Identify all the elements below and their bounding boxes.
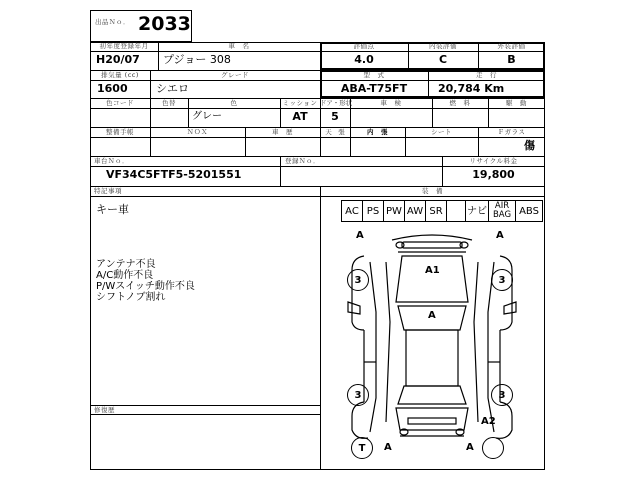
model-value: ABA-T75FT [340, 82, 408, 95]
doors-label: ドア・形状 [320, 99, 353, 107]
remark-note: シフトノブ割れ [96, 292, 166, 303]
equipment-label: 装 備 [422, 187, 443, 195]
equip-blank [446, 200, 466, 222]
chassis-label: 車台Ｎｏ． [94, 157, 129, 165]
equip-abs: ABS [515, 200, 543, 222]
mileage-value: 20,784 Km [438, 82, 505, 95]
wheel-rear-left: 3 [347, 384, 369, 406]
year-label: 初年度登録年月 [99, 42, 149, 50]
fuel-label: 燃 料 [449, 99, 471, 107]
color-label: 色 [230, 99, 238, 107]
interior-color-label: 色替 [162, 99, 176, 107]
key-note: キー車 [96, 203, 129, 216]
remark-note: アンテナ不良 [96, 259, 156, 270]
equip-aw: AW [404, 200, 426, 222]
color-value: グレー [192, 111, 222, 122]
seat-label: シート [431, 128, 452, 136]
mark-roof: A [428, 310, 436, 321]
mileage-label: 走 行 [476, 71, 497, 79]
mark-rear-right: A [466, 442, 474, 453]
equip-navi: ナビ [465, 200, 489, 222]
spare-tire-right [482, 437, 504, 459]
grade-value: シエロ [156, 82, 189, 95]
wheel-front-right: 3 [491, 269, 513, 291]
mark-hood: A1 [425, 265, 440, 276]
doors-value: 5 [331, 110, 339, 123]
recycle-value: 19,800 [472, 168, 515, 181]
lot-number: 2033 [138, 13, 191, 35]
registration-label: 登録Ｎｏ． [285, 157, 320, 165]
lot-label: 出品Ｎｏ． [95, 18, 130, 26]
transmission-value: AT [292, 110, 308, 123]
score-value: 4.0 [354, 53, 374, 66]
remark-note: A/C動作不良 [96, 270, 154, 281]
interior-value: C [438, 53, 448, 66]
transmission-label: ミッション [282, 99, 318, 107]
wheel-rear-right: 3 [491, 384, 513, 406]
repair-label: 修復歴 [94, 406, 115, 414]
remarks-label: 特記事項 [94, 187, 122, 195]
spare-tire: T [351, 437, 373, 459]
mark-rear-left: A [384, 442, 392, 453]
year-value: H20/07 [96, 53, 140, 66]
displacement-value: 1600 [97, 82, 128, 95]
exterior-value: B [507, 53, 516, 66]
drive-label: 駆 動 [506, 99, 527, 107]
inner-label: 内 張 [367, 128, 388, 136]
equip-ps: PS [362, 200, 384, 222]
displacement-label: 排気量 (cc) [101, 71, 139, 79]
car-name-value: プジョー 308 [163, 53, 231, 66]
grade-label: グレード [221, 71, 249, 79]
interior-label: 内装評価 [429, 42, 457, 50]
wheel-front-left: 3 [347, 269, 369, 291]
equip-ac: AC [341, 200, 363, 222]
sunroof-label: 天 張 [325, 128, 345, 136]
inspection-label: 車 検 [380, 99, 402, 107]
glass-value: 傷 [524, 139, 535, 152]
color-code-label: 色コード [106, 99, 134, 107]
equip-pw: PW [383, 200, 405, 222]
car-name-label: 車 名 [228, 42, 250, 50]
equip-airbag: AIR BAG [488, 200, 516, 222]
equip-sr: SR [425, 200, 447, 222]
recycle-label: リサイクル料金 [469, 157, 518, 165]
chassis-value: VF34C5FTF5-5201551 [106, 168, 242, 181]
car-diagram [320, 222, 545, 470]
manual-label: 整備手帳 [106, 128, 134, 136]
history-label: 車 歴 [272, 128, 293, 136]
mark-rear: A2 [481, 416, 496, 427]
remark-note: P/Wスイッチ動作不良 [96, 281, 195, 292]
model-label: 型 式 [363, 71, 385, 79]
glass-label: Ｆガラス [497, 128, 526, 136]
nox-label: ＮＯＸ [187, 128, 208, 136]
mark-front-left: A [356, 230, 364, 241]
exterior-label: 外装評価 [497, 42, 526, 50]
score-label: 評価点 [353, 42, 375, 50]
mark-front-right: A [496, 230, 504, 241]
